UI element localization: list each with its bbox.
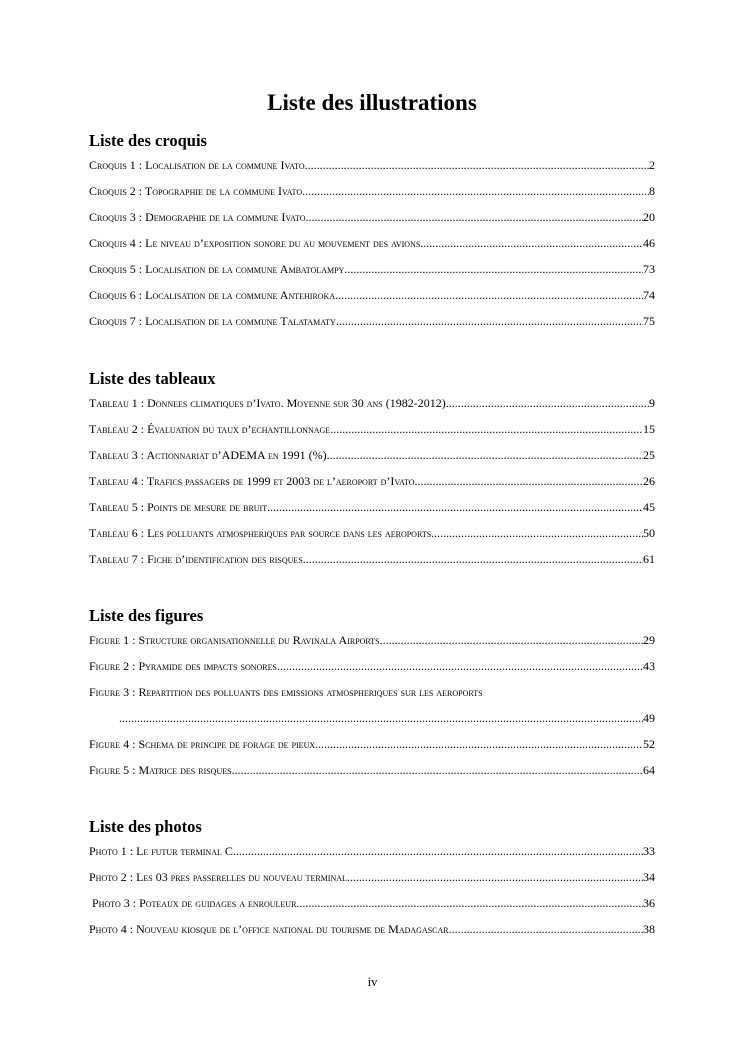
toc-entry-page: 36 — [643, 896, 655, 910]
toc-entry[interactable] — [89, 546, 655, 572]
section-heading-figures: Liste des figures — [89, 606, 204, 625]
section-heading-photos: Liste des photos — [89, 817, 202, 836]
section-photos — [89, 817, 655, 942]
dot-leader — [446, 390, 649, 416]
toc-entry[interactable] — [89, 864, 655, 890]
toc-entry-page: 15 — [643, 422, 655, 436]
dot-leader — [233, 838, 643, 864]
toc-entry-page: 2 — [649, 158, 655, 172]
dot-leader — [344, 256, 643, 282]
toc-entry-label: Figure 2 : Pyramide des impacts sonores — [89, 659, 277, 673]
toc-entry-label: Photo 3 : Poteaux de guidages a enrouleur — [92, 896, 297, 910]
toc-entry-label: Figure 5 : Matrice des risques — [89, 763, 232, 777]
dot-leader — [232, 757, 643, 783]
dot-leader — [380, 627, 643, 653]
page-number: iv — [367, 975, 378, 989]
toc-entry[interactable] — [89, 178, 655, 204]
dot-leader — [327, 442, 643, 468]
toc-entry-page: 33 — [643, 844, 655, 858]
dot-leader — [315, 731, 643, 757]
toc-entry-page: 49 — [643, 711, 655, 725]
toc-entry-label: Tableau 7 : Fiche d’identification des risques — [89, 552, 303, 566]
toc-entry-page: 26 — [643, 474, 655, 488]
section-tableaux — [89, 369, 655, 572]
toc-entry-page: 75 — [643, 314, 655, 328]
toc-entry[interactable] — [89, 230, 655, 256]
dot-leader — [415, 468, 643, 494]
toc-entry-label: Croquis 1 : Localisation de la commune Ivato — [89, 158, 305, 172]
toc-entry-label: Croquis 4 : Le niveau d’exposition sonore du au mouvement des avions — [89, 236, 421, 250]
toc-entry[interactable] — [89, 152, 655, 178]
dot-leader — [449, 916, 643, 942]
toc-entry-label: Croquis 5 : Localisation de la commune Ambatolampy — [89, 262, 345, 276]
dot-leader — [335, 282, 643, 308]
toc-entry-label: Tableau 1 : Donnees climatiques d’Ivato. Moyenne sur 30 ans (1982-2012) — [89, 396, 446, 410]
section-figures — [89, 606, 655, 783]
figures-list — [89, 627, 655, 783]
toc-entry-page: 34 — [643, 870, 655, 884]
toc-entry-line — [89, 679, 655, 705]
toc-entry[interactable] — [89, 390, 655, 416]
dot-leader — [420, 230, 643, 256]
section-heading-croquis: Liste des croquis — [89, 131, 207, 150]
toc-entry-page: 74 — [643, 288, 655, 302]
toc-entry-label: Tableau 3 : Actionnariat d’ADEMA en 1991 (%) — [89, 448, 327, 462]
toc-entry[interactable] — [89, 757, 655, 783]
toc-entry-page: 38 — [643, 922, 655, 936]
tableaux-list — [89, 390, 655, 572]
toc-entry-label: Figure 3 : Repartition des polluants des emissions atmospheriques sur les aeroports — [89, 685, 483, 699]
toc-entry-wrapped[interactable] — [89, 679, 655, 731]
toc-entry[interactable] — [89, 416, 655, 442]
dot-leader — [336, 308, 643, 334]
toc-entry[interactable] — [89, 308, 655, 334]
toc-entry-label: Tableau 4 : Trafics passagers de 1999 et 2003 de l’aeroport d’Ivato — [89, 474, 415, 488]
toc-entry[interactable] — [89, 890, 655, 916]
toc-entry-label: Photo 2 : Les 03 pres passerelles du nouveau terminal — [89, 870, 347, 884]
toc-entry-page: 45 — [643, 500, 655, 514]
toc-entry-label: Croquis 7 : Localisation de la commune Talatamaty — [89, 314, 336, 328]
toc-entry[interactable] — [89, 916, 655, 942]
toc-entry-page: 64 — [643, 763, 655, 777]
toc-entry[interactable] — [89, 653, 655, 679]
toc-entry-label: Tableau 5 : Points de mesure de bruit — [89, 500, 268, 514]
toc-entry[interactable] — [89, 494, 655, 520]
toc-entry[interactable] — [89, 442, 655, 468]
dot-leader — [267, 494, 643, 520]
toc-entry-page: 61 — [643, 552, 655, 566]
toc-entry-label: Croquis 6 : Localisation de la commune Antehiroka — [89, 288, 336, 302]
toc-entry-label: Photo 4 : Nouveau kiosque de l’office national du tourisme de Madagascar — [89, 922, 449, 936]
dot-leader — [303, 546, 643, 572]
dot-leader — [306, 204, 644, 230]
dot-leader — [347, 864, 643, 890]
dot-leader — [302, 178, 649, 204]
toc-entry[interactable] — [89, 256, 655, 282]
toc-entry-page: 46 — [643, 236, 655, 250]
croquis-list — [89, 152, 655, 334]
toc-entry-page: 50 — [643, 526, 655, 540]
toc-entry-label: Tableau 2 : Évaluation du taux d’echantillonnage — [89, 422, 331, 436]
toc-entry-page: 20 — [643, 210, 655, 224]
toc-entry-page: 25 — [643, 448, 655, 462]
dot-leader — [330, 416, 643, 442]
toc-entry[interactable] — [89, 627, 655, 653]
section-croquis — [89, 131, 655, 334]
toc-entry[interactable] — [89, 838, 655, 864]
toc-entry-page: 9 — [649, 396, 655, 410]
toc-entry-page: 8 — [649, 184, 655, 198]
dot-leader — [296, 890, 643, 916]
dot-leader — [119, 705, 643, 731]
toc-entry-page: 29 — [643, 633, 655, 647]
toc-entry[interactable] — [89, 731, 655, 757]
dot-leader — [305, 152, 649, 178]
toc-entry-label: Croquis 2 : Topographie de la commune Ivato — [89, 184, 303, 198]
toc-entry-label: Tableau 6 : Les polluants atmospheriques par source dans les aeroports — [89, 526, 432, 540]
dot-leader — [277, 653, 643, 679]
toc-entry-page: 73 — [643, 262, 655, 276]
toc-entry[interactable] — [89, 204, 655, 230]
toc-entry-label: Photo 1 : Le futur terminal C — [89, 844, 233, 858]
toc-entry-page: 52 — [643, 737, 655, 751]
toc-entry[interactable] — [89, 520, 655, 546]
toc-entry-line — [89, 705, 655, 731]
dot-leader — [431, 520, 643, 546]
toc-entry-label: Figure 1 : Structure organisationnelle du Ravinala Airports — [89, 633, 380, 647]
page-title: Liste des illustrations — [267, 90, 477, 115]
toc-entry-label: Croquis 3 : Demographie de la commune Ivato — [89, 210, 306, 224]
photos-list — [89, 838, 655, 942]
toc-entry-label: Figure 4 : Schema de principe de forage de pieux — [89, 737, 316, 751]
section-heading-tableaux: Liste des tableaux — [89, 369, 216, 388]
toc-entry[interactable] — [89, 282, 655, 308]
toc-entry[interactable] — [89, 468, 655, 494]
toc-entry-page: 43 — [643, 659, 655, 673]
